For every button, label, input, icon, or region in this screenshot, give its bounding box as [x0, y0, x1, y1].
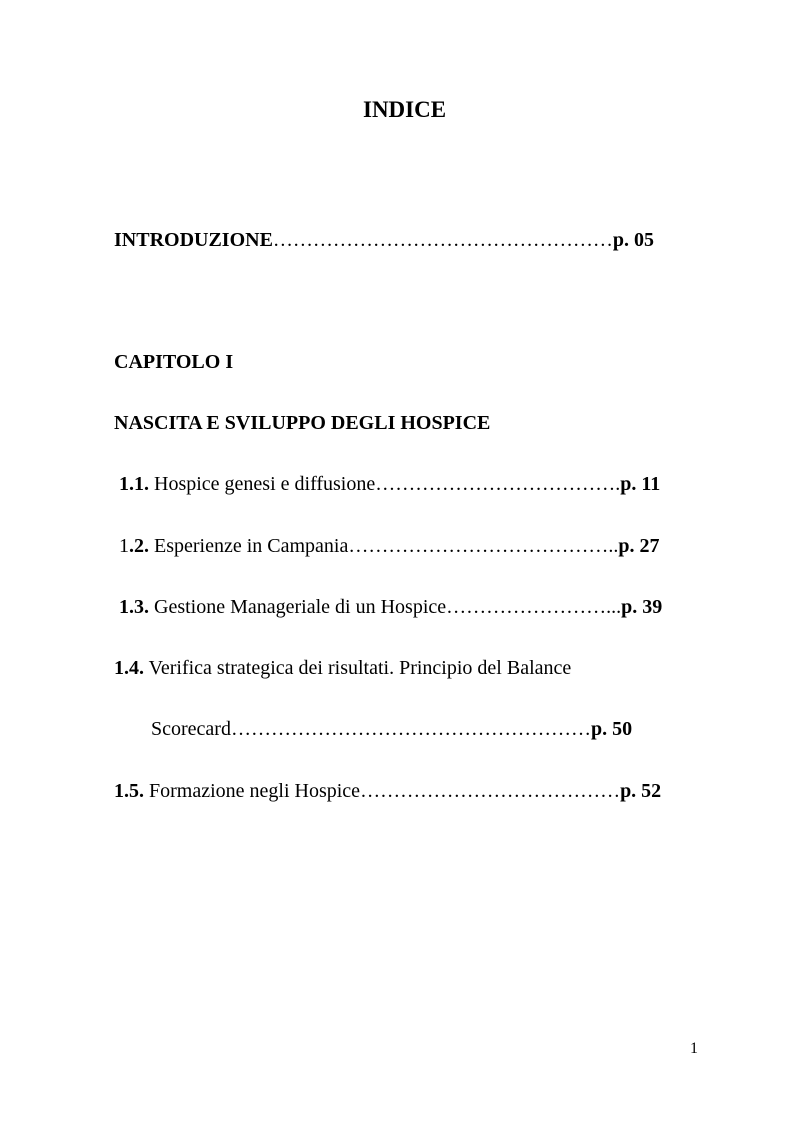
toc-page-ref: p. 11 [620, 473, 661, 495]
toc-entry-1-5 [114, 779, 661, 803]
toc-entry-text: Verifica strategica dei risultati. Principio del Balance [148, 657, 572, 679]
toc-entry-1-2 [119, 534, 660, 558]
toc-page-ref: p. 52 [620, 780, 662, 802]
toc-leader-dots: ……………………………………………… [230, 718, 591, 740]
toc-entry-text: Gestione Manageriale di un Hospice [154, 596, 447, 618]
toc-entry-number-prefix: 1 [119, 535, 129, 557]
toc-leader-dots: ……………………... [446, 596, 622, 618]
chapter-label: CAPITOLO I [114, 351, 234, 373]
toc-entry-1-4 [114, 656, 571, 680]
toc-entry-label: INTRODUZIONE [114, 229, 273, 251]
toc-entry-1-3 [119, 595, 662, 619]
page-number: 1 [690, 1040, 698, 1057]
chapter-title: NASCITA E SVILUPPO DEGLI HOSPICE [114, 412, 491, 434]
toc-entry-text-continuation: Scorecard [151, 718, 231, 740]
toc-entry-1-1 [119, 472, 660, 496]
toc-entry-1-4-continuation [151, 717, 632, 741]
toc-leader-dots: ………………………………… [360, 780, 621, 802]
toc-page-ref: p. 05 [612, 229, 655, 251]
document-page: INDICE INTRODUZIONE……………………………………………p. 05 CAPITOLO I NASCITA E SVILUPPO DEGLI HOSPICE 1.1. Hospice genesi e diffusione……………………………….p. 11 1.2. Esperienze in Campania…………………………………..p. 27 1.3. Gestione Manageriale di un Hospice……………………...p. 39 1.4. Verifica strategica dei risultati. Principio del Balance Scorecard………………………………………………p. 50 1.5. Formazione negli Hospice…………………………………p. 52 1 [114, 97, 698, 1057]
toc-entry-number: .2. [129, 535, 149, 557]
toc-entry-text: Formazione negli Hospice [149, 780, 361, 802]
toc-entry-number: 1.1. [119, 473, 149, 495]
toc-entry-introduction [114, 228, 654, 252]
toc-page-ref: p. 39 [621, 596, 663, 618]
toc-entry-text: Esperienze in Campania [154, 535, 349, 557]
toc-entry-number: 1.5. [114, 780, 144, 802]
toc-entry-number: 1.3. [119, 596, 149, 618]
toc-leader-dots: ………………………………. [375, 473, 621, 495]
toc-page-ref: p. 27 [618, 535, 660, 557]
toc-entry-number: 1.4. [114, 657, 144, 679]
toc-page-ref: p. 50 [590, 718, 633, 740]
toc-leader-dots: …………………………………………… [272, 229, 613, 251]
toc-leader-dots: ………………………………….. [348, 535, 619, 557]
toc-entry-text: Hospice genesi e diffusione [154, 473, 376, 495]
